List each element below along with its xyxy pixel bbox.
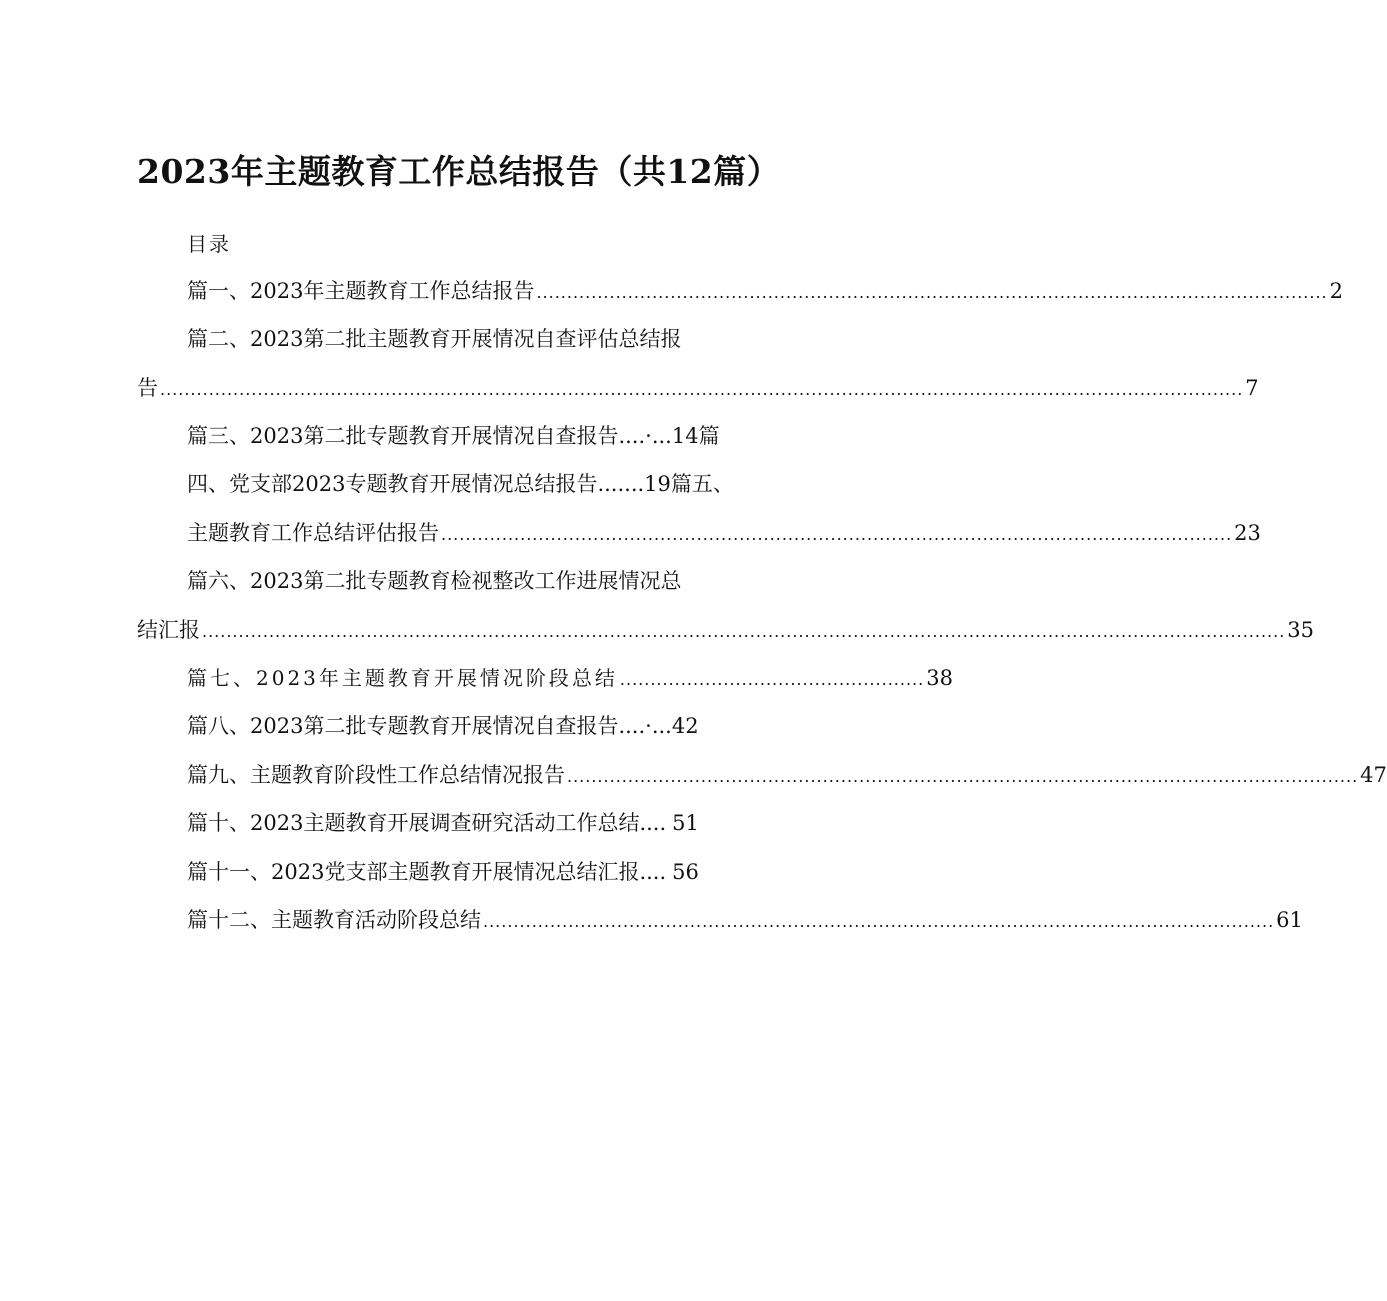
toc-entry-text: 篇十二、主题教育活动阶段总结 — [187, 908, 481, 932]
toc-entry-2[interactable] — [187, 324, 681, 354]
toc-entry-5[interactable] — [187, 518, 1261, 548]
toc-page-number: 51 — [672, 811, 699, 835]
toc-page-number: 56 — [672, 860, 699, 884]
toc-page-number: 38 — [926, 666, 953, 690]
toc-entry-9[interactable] — [187, 760, 1387, 790]
toc-entry-text: 四、党支部2023专题教育开展情况总结报告.......19篇五、 — [187, 472, 734, 496]
leader-dots: .................................................................................................................................. — [441, 525, 1233, 544]
document-title: 2023年主题教育工作总结报告（共12篇） — [137, 152, 781, 191]
toc-page-number: 35 — [1287, 618, 1315, 642]
toc-entry-text: 篇三、2023第二批专题教育开展情况自查报告....·...14篇 — [187, 424, 720, 448]
toc-heading: 目录 — [187, 232, 231, 256]
toc-entry-8[interactable] — [187, 711, 699, 741]
toc-page-number: 47 — [1360, 763, 1387, 787]
toc-entry-text: 篇六、2023第二批专题教育检视整改工作进展情况总 — [187, 569, 682, 593]
toc-entry-7[interactable] — [187, 663, 953, 693]
toc-page-number: 2 — [1329, 279, 1343, 303]
toc-entry-text: 篇七、2023年主题教育开展情况阶段总结 — [187, 666, 618, 690]
toc-entry-text: 篇九、主题教育阶段性工作总结情况报告 — [187, 763, 565, 787]
toc-entry-text: 篇十、2023主题教育开展调查研究活动工作总结.... — [187, 811, 667, 835]
leader-dots: .................................................................................................................................. — [536, 283, 1328, 302]
toc-entry-text: 篇二、2023第二批主题教育开展情况自查评估总结报 — [187, 327, 682, 351]
toc-entry-continuation: 结汇报 — [137, 618, 200, 642]
toc-entry-10[interactable] — [187, 808, 699, 838]
leader-dots: .................................................................................................................................. — [567, 767, 1359, 786]
toc-entry-11[interactable] — [187, 857, 699, 887]
leader-dots: .................................................................................................................................................................................. — [202, 622, 1286, 641]
toc-entry-2-continued[interactable] — [137, 373, 1259, 403]
leader-dots: .................................................. — [619, 670, 925, 689]
toc-entry-6-continued[interactable] — [137, 615, 1315, 645]
toc-entry-text: 篇一、2023年主题教育工作总结报告 — [187, 279, 535, 303]
toc-entry-text: 主题教育工作总结评估报告 — [187, 521, 439, 545]
toc-page-number: 7 — [1245, 376, 1259, 400]
leader-dots: .................................................................................................................................. — [483, 912, 1275, 931]
toc-page-number: 61 — [1276, 908, 1303, 932]
toc-entry-1[interactable] — [187, 276, 1343, 306]
toc-entry-text: 篇八、2023第二批专题教育开展情况自查报告....·...42 — [187, 714, 699, 738]
toc-entry-12[interactable] — [187, 905, 1303, 935]
toc-entry-continuation: 告 — [137, 376, 158, 400]
toc-entry-4[interactable] — [187, 469, 734, 499]
toc-entry-3[interactable] — [187, 421, 720, 451]
toc-entry-text: 篇十一、2023党支部主题教育开展情况总结汇报.... — [187, 860, 667, 884]
toc-entry-6[interactable] — [187, 566, 681, 596]
toc-page-number: 23 — [1234, 521, 1261, 545]
leader-dots: .................................................................................................................................................................................. — [160, 380, 1244, 399]
